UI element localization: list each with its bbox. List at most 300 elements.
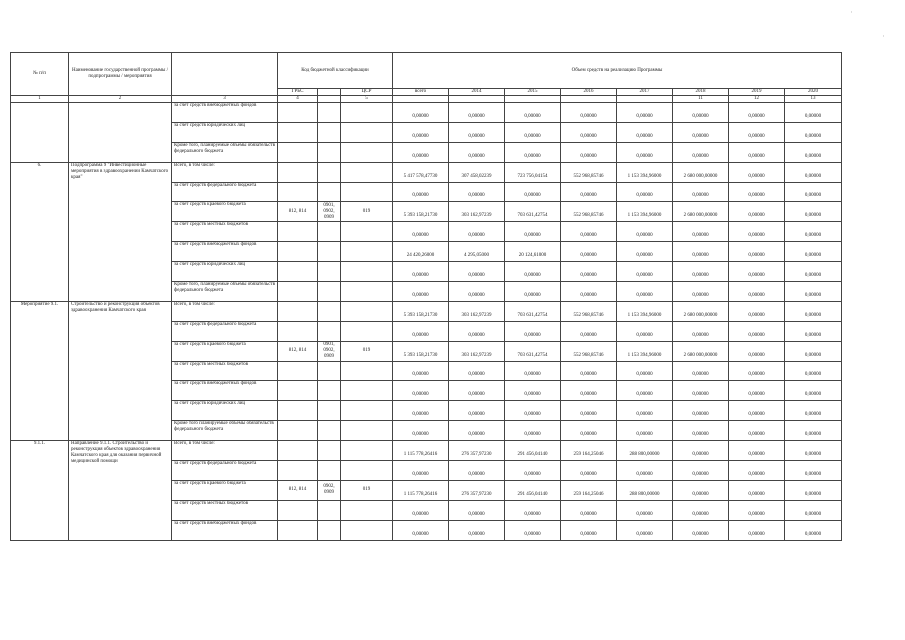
value-year: 1 153 394,96000 [617,341,673,361]
rzpr-code [318,441,341,461]
header-source [172,53,278,96]
value-year: 0,00000 [729,142,785,162]
value-year: 0,00000 [785,381,842,401]
funding-source: Всего, в том числе: [172,162,278,182]
value-year: 0,00000 [617,103,673,123]
value-year: 0,00000 [561,461,617,481]
value-year: 0,00000 [673,500,729,520]
header-csr: ЦСР [341,89,393,96]
value-year: 0,00000 [505,401,561,421]
value-year: 0,00000 [505,282,561,302]
index-cell: 3 [172,96,278,103]
table-row [11,103,842,123]
value-year: 0,00000 [617,222,673,242]
value-year: 0,00000 [617,520,673,540]
value-year: 0,00000 [561,142,617,162]
value-year: 0,00000 [785,162,842,182]
funding-source: за счет средств местных бюджетов [172,500,278,520]
value-year: 0,00000 [561,520,617,540]
value-total: 5 393 158,21730 [393,301,449,321]
value-year: 0,00000 [449,103,505,123]
value-total: 5 393 158,21730 [393,202,449,222]
funding-source: Кроме того, планируемые объемы обязательств федерального бюджета [172,142,278,162]
csr-code [341,122,393,142]
value-year: 0,00000 [729,282,785,302]
grbs-code [278,500,318,520]
grbs-code [278,361,318,381]
value-total: 0,00000 [393,122,449,142]
funding-source: за счет средств краевого бюджета [172,341,278,361]
value-year: 0,00000 [449,222,505,242]
value-year: 0,00000 [729,162,785,182]
rzpr-code [318,282,341,302]
value-year: 0,00000 [729,500,785,520]
header-num: № п/п [11,53,69,96]
header-year-2017: 2017 [617,89,673,96]
value-year: 1 153 394,96000 [617,162,673,182]
rzpr-code [318,142,341,162]
row-number: 9.1.1. [11,441,69,540]
value-year: 0,00000 [673,103,729,123]
csr-code [341,301,393,321]
value-year: 0,00000 [729,103,785,123]
value-year: 0,00000 [505,361,561,381]
row-name: Строительство и реконструкция объектов здравоохранения Камчатского края [69,301,172,440]
value-year: 0,00000 [785,222,842,242]
csr-code [341,381,393,401]
grbs-code: 812, 814 [278,202,318,222]
value-year: 0,00000 [505,421,561,441]
value-year: 2 680 000,00000 [673,341,729,361]
rzpr-code [318,500,341,520]
value-year: 0,00000 [673,282,729,302]
value-year: 0,00000 [729,222,785,242]
value-year: 703 631,42754 [505,341,561,361]
value-year: 303 162,97239 [449,341,505,361]
value-year: 0,00000 [729,381,785,401]
value-year: 0,00000 [673,182,729,202]
margin-mark-right: ' [883,36,884,41]
value-year: 0,00000 [505,381,561,401]
csr-code [341,282,393,302]
header-year-2015: 2015 [505,89,561,96]
value-total: 0,00000 [393,142,449,162]
value-year: 552 968,85746 [561,341,617,361]
csr-code [341,242,393,262]
csr-code [341,162,393,182]
value-year: 0,00000 [505,222,561,242]
value-year: 0,00000 [449,500,505,520]
funding-source: за счет средств местных бюджетов [172,361,278,381]
rzpr-code [318,222,341,242]
csr-code [341,103,393,123]
value-year: 0,00000 [785,401,842,421]
value-year: 0,00000 [785,301,842,321]
margin-mark-top: ' [851,12,852,17]
value-year: 703 631,42754 [505,202,561,222]
value-year: 0,00000 [617,461,673,481]
value-year: 0,00000 [617,321,673,341]
table-row [11,162,842,182]
row-name: Подпрограмма 9 "Инвестиционные мероприятия в здравоохранении Камчатского края" [69,162,172,301]
value-year: 2 680 000,00000 [673,162,729,182]
grbs-code [278,441,318,461]
value-year: 0,00000 [617,381,673,401]
value-year: 0,00000 [505,103,561,123]
value-year: 0,00000 [449,262,505,282]
value-year: 0,00000 [561,321,617,341]
csr-code: 019 [341,480,393,500]
value-year: 0,00000 [785,421,842,441]
row-number [11,103,69,163]
value-year: 0,00000 [673,461,729,481]
row-name: Направление 9.1.1. Строительство и реконструкция объектов здравоохранения Камчатского края для оказания первичной медицинской помощи [69,441,172,540]
value-year: 1 153 394,96000 [617,202,673,222]
value-total: 0,00000 [393,500,449,520]
value-year: 0,00000 [561,500,617,520]
value-year: 0,00000 [785,461,842,481]
funding-source: за счет средств федерального бюджета [172,182,278,202]
value-year: 4 295,05000 [449,242,505,262]
value-year: 291 456,04140 [505,441,561,461]
value-total: 0,00000 [393,461,449,481]
index-cell: 5 [341,96,393,103]
value-year: 0,00000 [561,103,617,123]
value-year: 1 153 394,96000 [617,301,673,321]
funding-source: за счет средств юридических лиц [172,401,278,421]
value-year: 0,00000 [673,480,729,500]
value-year: 0,00000 [505,182,561,202]
value-year: 0,00000 [729,361,785,381]
value-total: 0,00000 [393,103,449,123]
rzpr-code [318,321,341,341]
value-year: 0,00000 [673,441,729,461]
value-year: 0,00000 [673,321,729,341]
rzpr-code [318,262,341,282]
value-year: 288 800,00000 [617,480,673,500]
csr-code [341,182,393,202]
value-year: 0,00000 [673,421,729,441]
csr-code [341,262,393,282]
budget-table-sheet [10,52,842,541]
grbs-code [278,282,318,302]
value-year: 291 456,04140 [505,480,561,500]
value-total: 0,00000 [393,222,449,242]
csr-code [341,441,393,461]
value-year: 0,00000 [505,461,561,481]
csr-code: 019 [341,341,393,361]
value-year: 0,00000 [505,321,561,341]
value-year: 0,00000 [729,401,785,421]
value-year: 0,00000 [617,262,673,282]
value-year: 0,00000 [785,182,842,202]
grbs-code [278,301,318,321]
funding-source: Всего, в том числе: [172,441,278,461]
value-year: 307 458,02239 [449,162,505,182]
value-year: 0,00000 [673,142,729,162]
value-year: 0,00000 [785,122,842,142]
value-year: 0,00000 [561,222,617,242]
budget-table [10,52,842,541]
funding-source: Всего, в том числе: [172,301,278,321]
value-year: 0,00000 [673,401,729,421]
value-year: 0,00000 [561,381,617,401]
csr-code [341,222,393,242]
value-year: 0,00000 [729,341,785,361]
value-year: 0,00000 [505,262,561,282]
rzpr-code [318,301,341,321]
header-grbs: ГРБС [278,89,318,96]
value-total: 1 115 778,26416 [393,480,449,500]
funding-source: за счет средств краевого бюджета [172,202,278,222]
value-year: 0,00000 [673,242,729,262]
grbs-code [278,520,318,540]
value-year: 276 357,97230 [449,480,505,500]
value-year: 0,00000 [449,361,505,381]
value-year: 0,00000 [449,142,505,162]
csr-code [341,500,393,520]
funding-source: за счет средств краевого бюджета [172,480,278,500]
value-year: 0,00000 [561,361,617,381]
grbs-code [278,242,318,262]
grbs-code [278,122,318,142]
value-total: 0,00000 [393,282,449,302]
value-year: 0,00000 [449,520,505,540]
funding-source: за счет средств местных бюджетов [172,222,278,242]
value-year: 0,00000 [449,321,505,341]
value-total: 5 417 578,47730 [393,162,449,182]
funding-source: Кроме того планируемые объемы обязательств федерального бюджета [172,421,278,441]
rzpr-code: 0902, 0909 [318,480,341,500]
value-year: 2 680 000,00000 [673,202,729,222]
value-year: 0,00000 [617,122,673,142]
rzpr-code [318,520,341,540]
value-year: 0,00000 [617,421,673,441]
grbs-code [278,401,318,421]
rzpr-code: 0901, 0902, 0909 [318,341,341,361]
rzpr-code [318,162,341,182]
header-year-2016: 2016 [561,89,617,96]
value-year: 552 968,85746 [561,202,617,222]
rzpr-code: 0901, 0902, 0909 [318,202,341,222]
value-year: 552 968,85746 [561,162,617,182]
rzpr-code [318,381,341,401]
grbs-code: 812, 814 [278,341,318,361]
value-year: 0,00000 [449,421,505,441]
header-total: всего [393,89,449,96]
value-year: 0,00000 [785,341,842,361]
csr-code [341,421,393,441]
value-year: 0,00000 [729,301,785,321]
row-name [69,103,172,163]
funding-source: за счет средств внебюджетных фондов [172,520,278,540]
value-year: 0,00000 [785,103,842,123]
value-year: 0,00000 [729,520,785,540]
value-total: 0,00000 [393,381,449,401]
header-kbk: Код бюджетной классификации [278,53,393,89]
funding-source: за счет средств юридических лиц [172,262,278,282]
grbs-code [278,182,318,202]
value-total: 0,00000 [393,520,449,540]
value-year: 0,00000 [785,282,842,302]
value-year: 288 800,00000 [617,441,673,461]
value-year: 0,00000 [505,520,561,540]
value-year: 0,00000 [673,122,729,142]
value-year: 0,00000 [449,122,505,142]
value-year: 0,00000 [505,122,561,142]
value-total: 1 115 778,26416 [393,441,449,461]
value-year: 0,00000 [449,461,505,481]
value-year: 0,00000 [729,480,785,500]
value-year: 0,00000 [449,282,505,302]
funding-source: за счет средств федерального бюджета [172,321,278,341]
funding-source: за счет средств внебюджетных фондов [172,242,278,262]
table-row [11,441,842,461]
csr-code [341,321,393,341]
value-year: 0,00000 [729,242,785,262]
header-volume: Объем средств на реализацию Программы [393,53,842,89]
index-cell [318,96,341,103]
grbs-code: 812, 814 [278,480,318,500]
csr-code [341,401,393,421]
value-total: 24 420,26000 [393,242,449,262]
header-year-2018: 2018 [673,89,729,96]
value-year: 0,00000 [729,122,785,142]
value-year: 0,00000 [673,361,729,381]
index-cell: 2 [69,96,172,103]
value-year: 703 631,42754 [505,301,561,321]
value-year: 0,00000 [449,401,505,421]
value-total: 0,00000 [393,401,449,421]
value-year: 0,00000 [729,262,785,282]
grbs-code [278,162,318,182]
index-cell: 13 [785,96,842,103]
value-year: 0,00000 [617,182,673,202]
value-year: 0,00000 [617,500,673,520]
value-year: 0,00000 [785,262,842,282]
index-cell: 4 [278,96,318,103]
value-year: 0,00000 [729,421,785,441]
funding-source: за счет средств внебюджетных фондов [172,381,278,401]
rzpr-code [318,401,341,421]
grbs-code [278,381,318,401]
value-year: 0,00000 [561,262,617,282]
rzpr-code [318,182,341,202]
csr-code [341,520,393,540]
row-number: Мероприятие 9.1. [11,301,69,440]
index-cell [561,96,617,103]
index-cell: 12 [729,96,785,103]
value-year: 0,00000 [729,321,785,341]
grbs-code [278,222,318,242]
value-year: 0,00000 [561,282,617,302]
value-year: 0,00000 [561,401,617,421]
value-total: 0,00000 [393,262,449,282]
value-year: 0,00000 [449,182,505,202]
value-total: 0,00000 [393,361,449,381]
rzpr-code [318,103,341,123]
value-year: 259 164,25046 [561,441,617,461]
grbs-code [278,142,318,162]
value-year: 0,00000 [729,441,785,461]
value-year: 0,00000 [673,520,729,540]
csr-code: 019 [341,202,393,222]
value-year: 0,00000 [617,401,673,421]
table-row [11,301,842,321]
rzpr-code [318,421,341,441]
header-year-2020: 2020 [785,89,842,96]
value-year: 0,00000 [785,361,842,381]
grbs-code [278,461,318,481]
index-cell [505,96,561,103]
value-total: 5 393 158,21730 [393,341,449,361]
value-year: 303 162,97239 [449,202,505,222]
row-number: 6. [11,162,69,301]
value-year: 723 756,04154 [505,162,561,182]
value-year: 0,00000 [729,461,785,481]
value-year: 259 164,25046 [561,480,617,500]
index-cell [617,96,673,103]
value-year: 0,00000 [785,142,842,162]
index-row [11,96,842,103]
value-year: 0,00000 [673,222,729,242]
value-year: 0,00000 [505,142,561,162]
csr-code [341,461,393,481]
value-year: 0,00000 [785,441,842,461]
value-year: 0,00000 [785,500,842,520]
value-year: 0,00000 [505,500,561,520]
index-cell: 11 [673,96,729,103]
value-year: 0,00000 [561,182,617,202]
value-year: 0,00000 [561,242,617,262]
value-year: 0,00000 [617,142,673,162]
value-year: 0,00000 [785,480,842,500]
index-cell: 1 [11,96,69,103]
index-cell [393,96,449,103]
header-year-2014: 2014 [449,89,505,96]
index-cell [449,96,505,103]
value-year: 2 680 000,00000 [673,301,729,321]
csr-code [341,361,393,381]
funding-source: за счет средств внебюджетных фондов [172,103,278,123]
header-rzpr [318,89,341,96]
value-total: 0,00000 [393,321,449,341]
rzpr-code [318,122,341,142]
table-body [11,103,842,541]
value-year: 0,00000 [673,381,729,401]
value-year: 0,00000 [449,381,505,401]
funding-source: за счет средств федерального бюджета [172,461,278,481]
value-year: 0,00000 [617,282,673,302]
value-year: 0,00000 [617,361,673,381]
value-year: 303 162,97239 [449,301,505,321]
header-name: Наименование государственной программы / подпрограммы / мероприятия [69,53,172,96]
value-year: 276 357,97230 [449,441,505,461]
value-year: 0,00000 [561,122,617,142]
csr-code [341,142,393,162]
grbs-code [278,321,318,341]
grbs-code [278,421,318,441]
value-year: 0,00000 [785,202,842,222]
rzpr-code [318,461,341,481]
value-year: 0,00000 [729,202,785,222]
value-year: 0,00000 [785,520,842,540]
value-year: 20 124,61000 [505,242,561,262]
value-year: 0,00000 [673,262,729,282]
value-year: 0,00000 [785,242,842,262]
value-year: 0,00000 [617,242,673,262]
grbs-code [278,262,318,282]
